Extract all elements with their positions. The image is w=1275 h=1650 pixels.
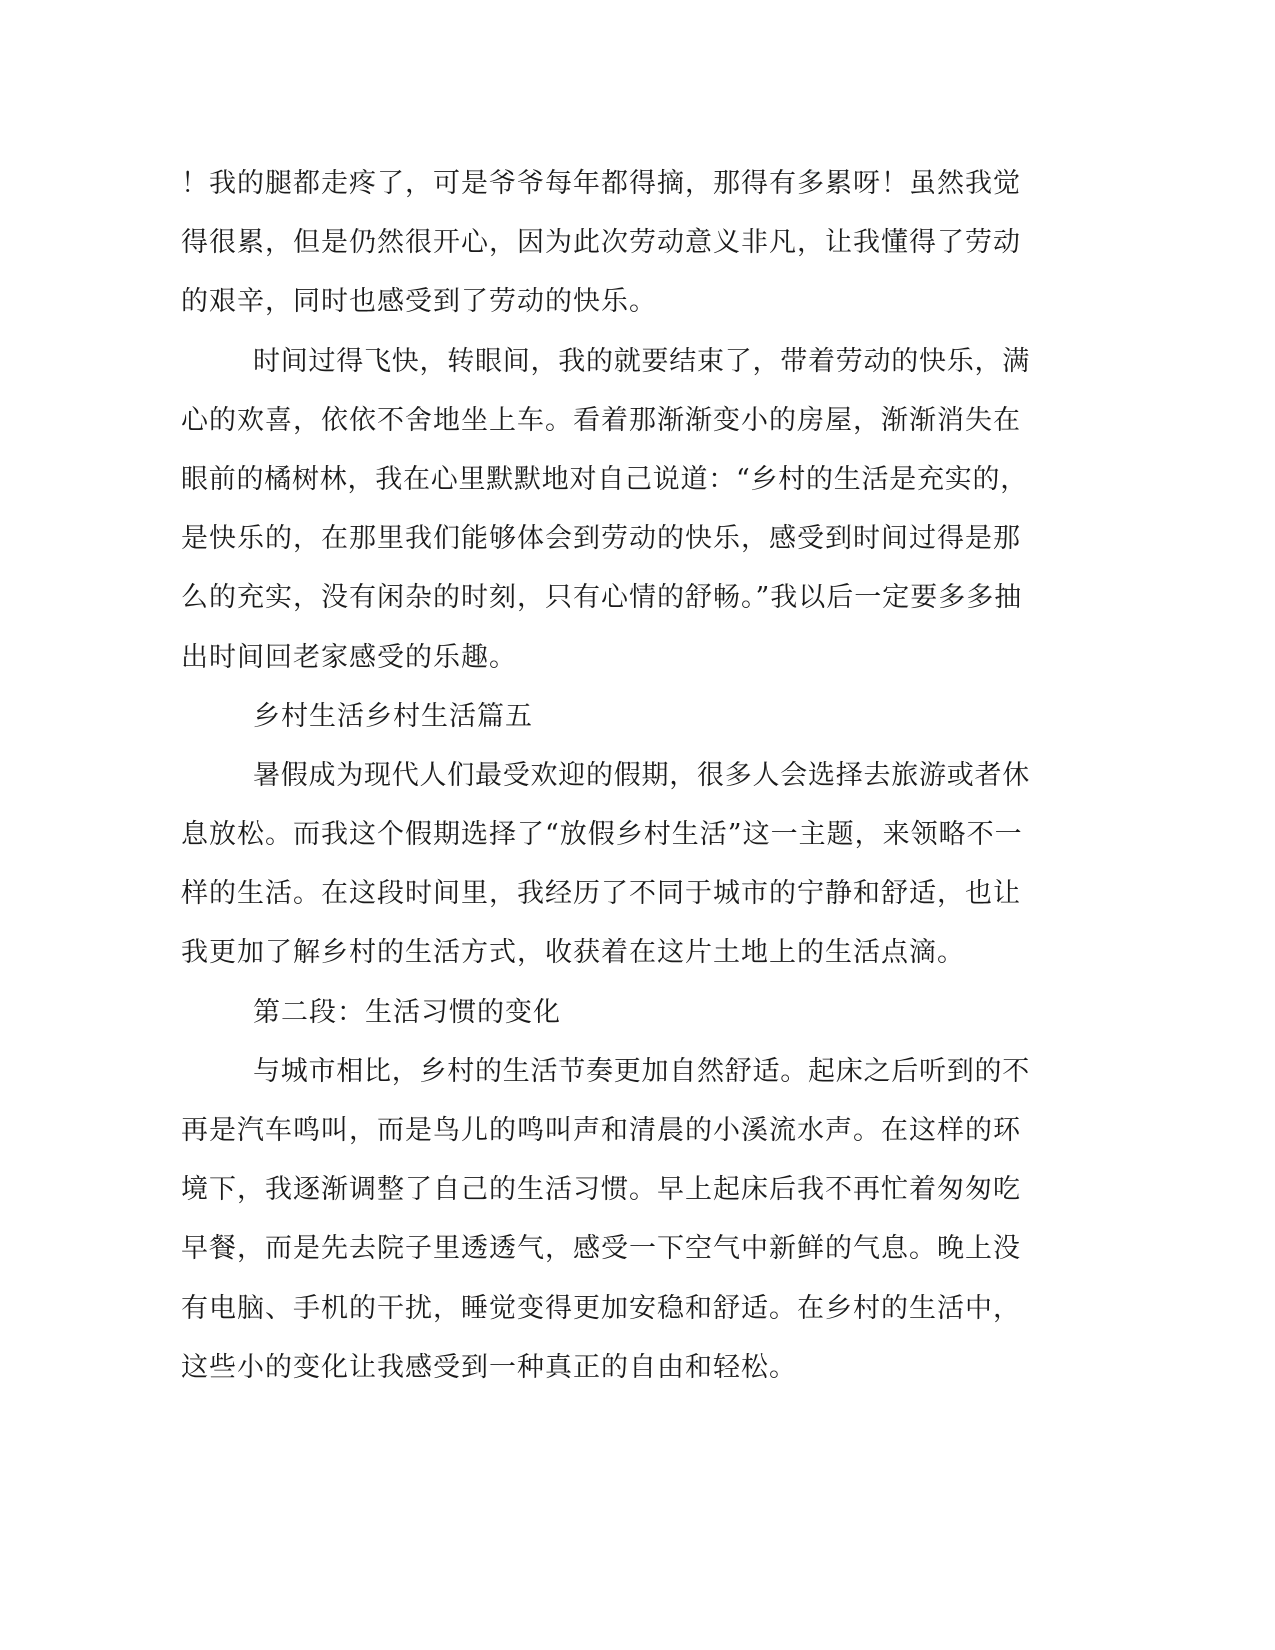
text-line: 与城市相比，乡村的生活节奏更加自然舒适。起床之后听到的不 [253,1055,1030,1087]
text-line: 再是汽车鸣叫，而是鸟儿的鸣叫声和清晨的小溪流水声。在这样的环 [181,1115,1021,1146]
text-line: 时间过得飞快，转眼间，我的就要结束了，带着劳动的快乐，满 [253,345,1030,377]
section-heading: 乡村生活乡村生活篇五 [253,700,533,732]
text-line: 样的生活。在这段时间里，我经历了不同于城市的宁静和舒适，也让 [181,878,1021,910]
text-line: 得很累，但是仍然很开心，因为此次劳动意义非凡，让我懂得了劳动 [181,227,1021,259]
text-line: 么的充实，没有闲杂的时刻，只有心情的舒畅。”我以后一定要多多抽 [181,582,1023,614]
text-line: 有电脑、手机的干扰，睡觉变得更加安稳和舒适。在乡村的生活中， [181,1292,1021,1324]
text-line: 出时间回老家感受的乐趣。 [181,641,517,673]
text-line: 的艰辛，同时也感受到了劳动的快乐。 [181,286,657,318]
text-line: 早餐，而是先去院子里透透气，感受一下空气中新鲜的气息。晚上没 [181,1233,1021,1265]
text-line: 眼前的橘树林，我在心里默默地对自己说道：“乡村的生活是充实的， [181,463,1029,495]
text-line: 暑假成为现代人们最受欢迎的假期，很多人会选择去旅游或者休 [253,759,1030,791]
text-line: 境下，我逐渐调整了自己的生活习惯。早上起床后我不再忙着匆匆吃 [181,1174,1021,1206]
section-heading: 第二段：生活习惯的变化 [253,996,561,1028]
text-line: 我更加了解乡村的生活方式，收获着在这片土地上的生活点滴。 [181,937,965,969]
text-line: ！我的腿都走疼了，可是爷爷每年都得摘，那得有多累呀！虽然我觉 [181,168,1021,199]
document-body [181,154,1031,1397]
text-line: 是快乐的，在那里我们能够体会到劳动的快乐，感受到时间过得是那 [181,523,1021,555]
text-line: 息放松。而我这个假期选择了“放假乡村生活”这一主题，来领略不一 [181,819,1023,851]
text-line: 心的欢喜，依依不舍地坐上车。看着那渐渐变小的房屋，渐渐消失在 [181,404,1021,436]
text-line: 这些小的变化让我感受到一种真正的自由和轻松。 [181,1351,797,1383]
